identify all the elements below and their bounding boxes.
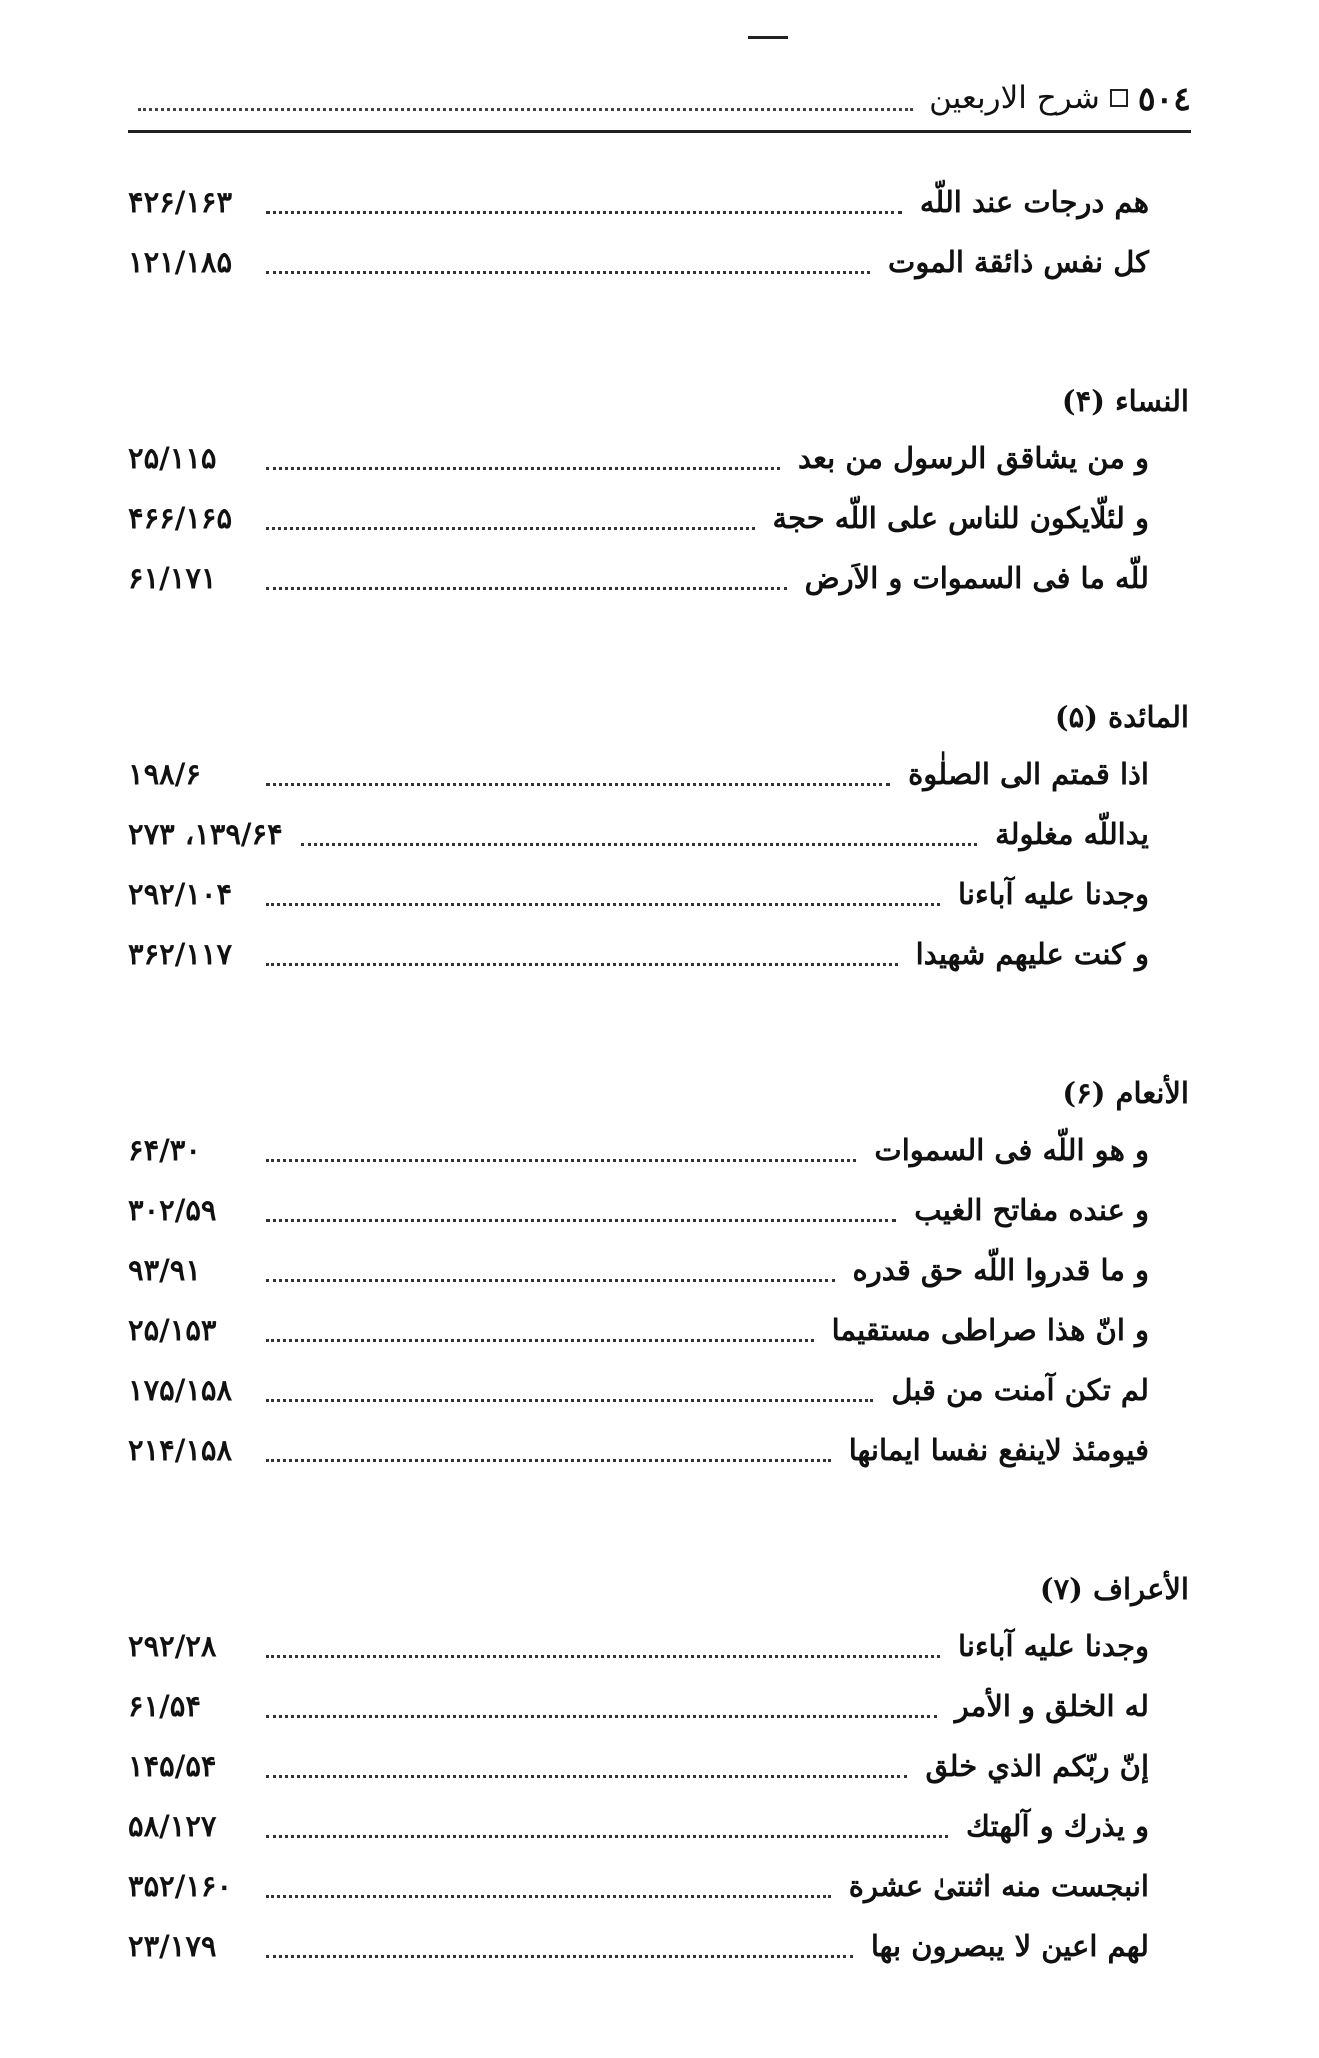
leader-dots (266, 883, 940, 906)
entry-ref: ۲۹۲/۱۰۴ (128, 877, 233, 911)
entry-text: و من یشاقق الرسول من بعد (797, 441, 1149, 475)
entry-text: لم تکن آمنت من قبل (891, 1373, 1149, 1407)
entry-text: له الخلق و الأمر (954, 1689, 1149, 1723)
entry-ref: ۲۹۲/۲۸ (128, 1629, 217, 1663)
index-entry (128, 1736, 1191, 1796)
entry-text: و انّ هذا صراطی مستقیما (831, 1313, 1149, 1347)
index-entry (128, 1420, 1191, 1480)
entry-ref: ۴۶۶/۱۶۵ (128, 501, 233, 535)
leader-dots (301, 823, 977, 846)
entry-text: لهم اعین لا یبصرون بها (870, 1929, 1149, 1963)
entry-text: و یذرك و آلهتك (966, 1809, 1149, 1843)
section-title: النساء (۴) (1061, 384, 1189, 418)
index-entry (128, 1796, 1191, 1856)
index-entry (128, 1180, 1191, 1240)
leader-dots (266, 1875, 831, 1898)
entry-ref: ۱۷۵/۱۵۸ (128, 1373, 233, 1407)
entry-ref: ۹۳/۹۱ (128, 1253, 201, 1287)
leader-dots (266, 1199, 896, 1222)
leader-dots (266, 943, 898, 966)
index-entry (128, 924, 1191, 984)
running-header (128, 70, 1191, 133)
entry-ref: ۶۱/۱۷۱ (128, 561, 217, 595)
leader-dots (266, 1439, 831, 1462)
leader-dots (266, 1815, 948, 1838)
entry-text: و لئلّایکون للناس علی اللّه حجة (772, 501, 1149, 535)
leader-dots (266, 567, 787, 590)
book-title: شرح الاربعين (929, 80, 1100, 116)
index-entry (128, 548, 1191, 608)
entry-text: للّه ما فی السموات و الاَرض (804, 561, 1149, 595)
entry-text: هم درجات عند اللّه (919, 185, 1149, 219)
entry-text: إنّ ربّکم الذي خلق (925, 1749, 1149, 1783)
index-entry (128, 1300, 1191, 1360)
continued-section (128, 172, 1191, 292)
leader-dots (266, 251, 870, 274)
surah-section-araf (128, 1562, 1191, 1976)
leader-dots (266, 1695, 937, 1718)
leader-dots (266, 1259, 835, 1282)
index-entry (128, 1120, 1191, 1180)
index-entry (128, 744, 1191, 804)
index-entry (128, 488, 1191, 548)
leader-dots (266, 1635, 940, 1658)
entry-text: کل نفس ذائقة الموت (888, 245, 1149, 279)
header-leader-dots (138, 86, 913, 111)
entry-ref: ۲۵/۱۵۳ (128, 1313, 217, 1347)
entry-ref: ۳۵۲/۱۶۰ (128, 1869, 233, 1903)
entry-ref: ۱۴۵/۵۴ (128, 1749, 217, 1783)
leader-dots (266, 507, 755, 530)
leader-dots (266, 191, 902, 214)
entry-text: و هو اللّه فی السموات (874, 1133, 1149, 1167)
entry-text: اذا قمتم الی الصلٰوة (908, 757, 1149, 791)
index-entry (128, 232, 1191, 292)
entry-text: و ما قدروا اللّه حق قدره (852, 1253, 1149, 1287)
entry-ref: ۲۳/۱۷۹ (128, 1929, 217, 1963)
entry-ref: ۵۸/۱۲۷ (128, 1809, 217, 1843)
surah-section-maida (128, 690, 1191, 984)
index-entry (128, 864, 1191, 924)
index-entry (128, 1616, 1191, 1676)
entry-ref: ۱۹۸/۶ (128, 757, 201, 791)
entry-text: انبجست منه اثنتیٰ عشرة (848, 1869, 1149, 1903)
section-title: الأعراف (۷) (1039, 1572, 1189, 1606)
entry-ref: ۱۳۹/۶۴، ۲۷۳ (128, 817, 283, 851)
entry-ref: ۲۱۴/۱۵۸ (128, 1433, 233, 1467)
top-rule-mark (748, 36, 788, 39)
surah-section-anam (128, 1066, 1191, 1480)
leader-dots (266, 1319, 814, 1342)
entry-ref: ۶۴/۳۰ (128, 1133, 201, 1167)
index-entry (128, 1676, 1191, 1736)
entry-text: وجدنا علیه آباءنا (958, 877, 1149, 911)
index-entry (128, 1360, 1191, 1420)
index-entry (128, 1916, 1191, 1976)
entry-ref: ۶۱/۵۴ (128, 1689, 201, 1723)
entry-ref: ۴۲۶/۱۶۳ (128, 185, 233, 219)
leader-dots (266, 763, 890, 786)
section-title: المائدة (۵) (1054, 700, 1189, 734)
square-icon (1110, 89, 1128, 107)
surah-section-nisa (128, 374, 1191, 608)
index-entry (128, 1240, 1191, 1300)
entry-text: یداللّه مغلولة (995, 817, 1149, 851)
index-entry (128, 804, 1191, 864)
entry-ref: ۳۶۲/۱۱۷ (128, 937, 233, 971)
entry-ref: ۳۰۲/۵۹ (128, 1193, 217, 1227)
index-entry (128, 428, 1191, 488)
leader-dots (266, 1935, 853, 1958)
entry-text: فیومئذ لاینفع نفسا ایمانها (848, 1433, 1149, 1467)
leader-dots (266, 1379, 873, 1402)
leader-dots (266, 1755, 907, 1778)
entry-text: و کنت علیهم شهیدا (915, 937, 1149, 971)
entry-text: و عنده مفاتح الغیب (914, 1193, 1149, 1227)
index-entry (128, 1856, 1191, 1916)
index-content (128, 172, 1191, 2058)
page-number: ٥٠٤ (1137, 78, 1191, 118)
leader-dots (266, 1139, 856, 1162)
entry-ref: ۲۵/۱۱۵ (128, 441, 217, 475)
section-title: الأنعام (۶) (1062, 1076, 1189, 1110)
entry-text: وجدنا علیه آباءنا (958, 1629, 1149, 1663)
leader-dots (266, 447, 780, 470)
index-entry (128, 172, 1191, 232)
entry-ref: ۱۲۱/۱۸۵ (128, 245, 233, 279)
